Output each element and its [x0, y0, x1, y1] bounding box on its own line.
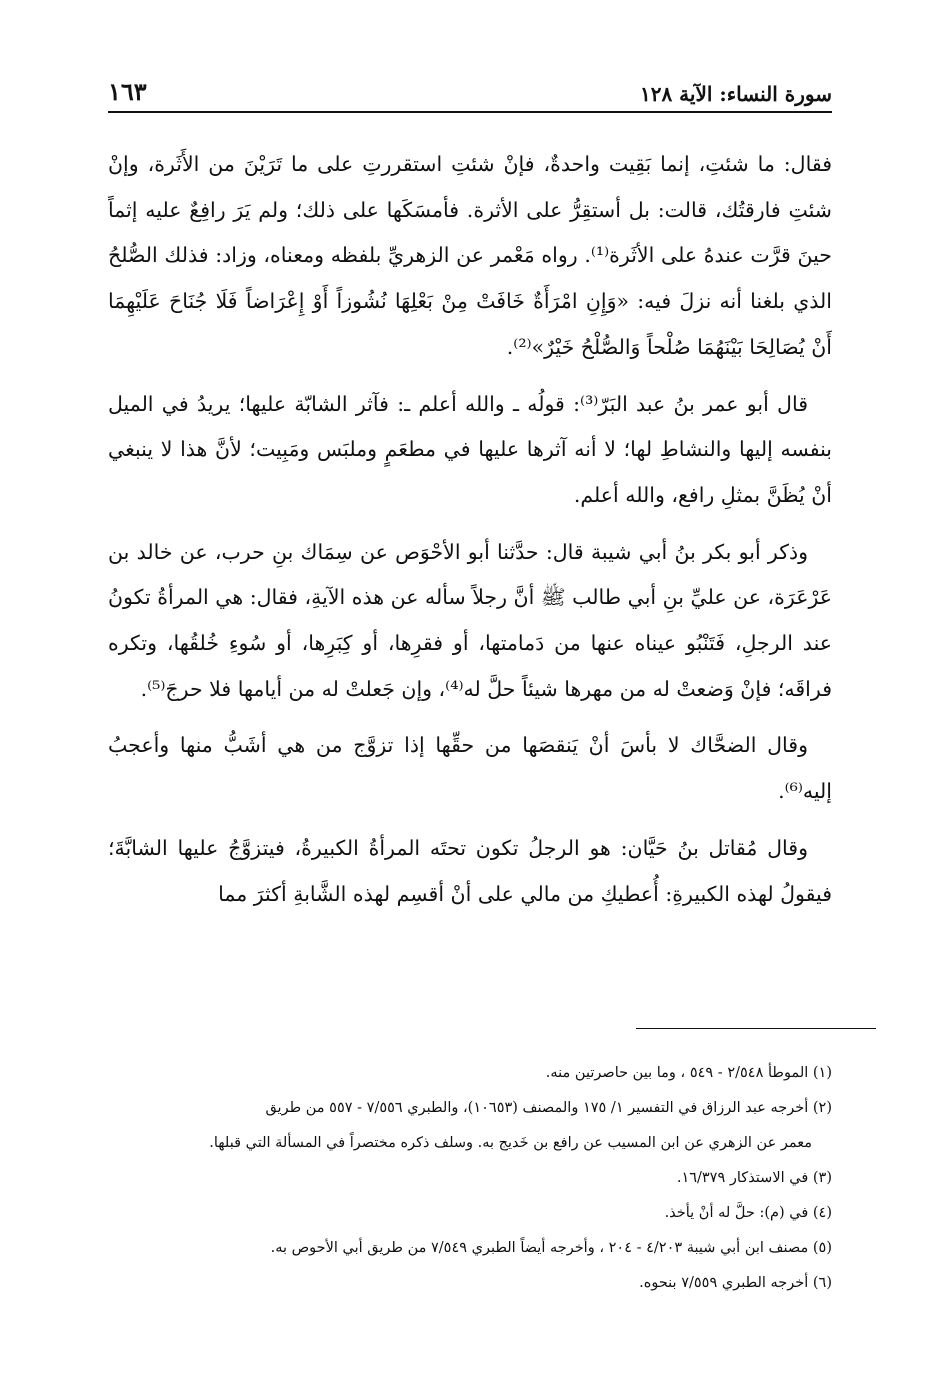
- running-header: [108, 66, 832, 106]
- paragraph: وقال الضحَّاك لا بأسَ أنْ يَنقصَها من حقِّها إذا تزوَّج من هي أشَبُّ منها وأعجبُ إليه⁽⁶⁾.: [108, 733, 832, 804]
- footnote-2: (٢) أخرجه عبد الرزاق في التفسير ١/ ١٧٥ والمصنف (١٠٦٥٣)، والطبري ٧/٥٥٦ - ٥٥٧ من طريق: [265, 1100, 832, 1116]
- paragraph: فقال: ما شئتِ، إنما بَقِيت واحدةٌ، فإنْ شئتِ استقررتِ على ما تَرَيْنَ من الأَثَرة، وإنْ شئتِ فارقتُك، قالت: بل أستقِرُّ على الأثرة. فأمسَكَها على ذلك؛ ولم يَرَ رافِعٌ عليه إثماً حينَ قرَّت عندهُ على الأثَرة⁽¹⁾. رواه مَعْمر عن الزهريِّ بلفظه ومعناه، وزاد: فذلك الصُّلحُ الذي بلغنا أنه نزلَ فيه: «وَإِنِ امْرَأَةٌ خَافَتْ مِنْ بَعْلِهَا نُشُوزاً أَوْ إِعْرَاضاً فَلَا جُنَاحَ عَلَيْهِمَا أَنْ يُصَالِحَا بَيْنَهُمَا صُلْحاً وَالصُّلْحُ خَيْرٌ»⁽²⁾.: [108, 152, 832, 359]
- footnote-1: (١) الموطأ ٢/٥٤٨ - ٥٤٩ ، وما بين حاصرتين منه.: [545, 1065, 832, 1081]
- footnote-2-continued: معمر عن الزهري عن ابن المسيب عن رافع بن خَديج به. وسلف ذكره مختصراً في المسألة التي قبلها.: [209, 1135, 812, 1151]
- footnote-separator: [636, 1028, 876, 1029]
- paragraph: قال أبو عمر بنُ عبد البَرّ⁽³⁾: قولُه ـ والله أعلم ـ: فآثر الشابّة عليها؛ يريدُ في الميل بنفسه إليها والنشاطِ لها؛ لا أنه آثرها عليها في مطعَمٍ وملبَس ومَبِيت؛ لأنَّ هذا لا ينبغي أنْ يُظَنَّ بمثلِ رافع، والله أعلم.: [108, 391, 832, 507]
- footnote-4: (٤) في (م): حلَّ له أنْ يأخذ.: [664, 1205, 832, 1221]
- header-rule: [108, 111, 832, 113]
- footnote-5: (٥) مصنف ابن أبي شيبة ٤/٢٠٣ - ٢٠٤ ، وأخرجه أيضاً الطبري ٧/٥٤٩ من طريق أبي الأحوص به.: [270, 1240, 832, 1256]
- main-text: [108, 142, 832, 928]
- paragraph: وذكر أبو بكر بنُ أبي شيبة قال: حدَّثنا أبو الأحْوَص عن سِمَاك بنِ حرب، عن خالد بن عَرْعَرَة، عن عليِّ بنِ أبي طالب ﷺ أنَّ رجلاً سأله عن هذه الآيةِ، فقال: هي المرأةُ تكونُ عند الرجلِ، فَتَنْبُو عيناه عنها من دَمامتها، أو فقرِها، أو كِبَرِها، أو سُوءِ خُلقُها، وتكره فراقَه؛ فإنْ وَضعتْ له من مهرها شيئاً حلَّ له⁽⁴⁾، وإن جَعلتْ له من أيامها فلا حرجَ⁽⁵⁾.: [108, 539, 832, 701]
- footnote-6: (٦) أخرجه الطبري ٧/٥٥٩ بنحوه.: [639, 1275, 832, 1291]
- footnotes: [108, 1058, 832, 1303]
- page-number: ١٦٣: [108, 77, 147, 106]
- paragraph: وقال مُقاتل بنُ حَيَّان: هو الرجلُ تكون تحتَه المرأةُ الكبيرةُ، فيتزوَّجُ عليها الشابَّةَ؛ فيقولُ لهذه الكبيرةِ: أُعطيكِ من مالي على أنْ أقسِم لهذه الشَّابةِ أكثرَ مما: [108, 835, 832, 906]
- footnote-3: (٣) في الاستذكار ١٦/٣٧٩.: [676, 1170, 832, 1186]
- surah-title: سورة النساء: الآية ١٢٨: [639, 82, 832, 106]
